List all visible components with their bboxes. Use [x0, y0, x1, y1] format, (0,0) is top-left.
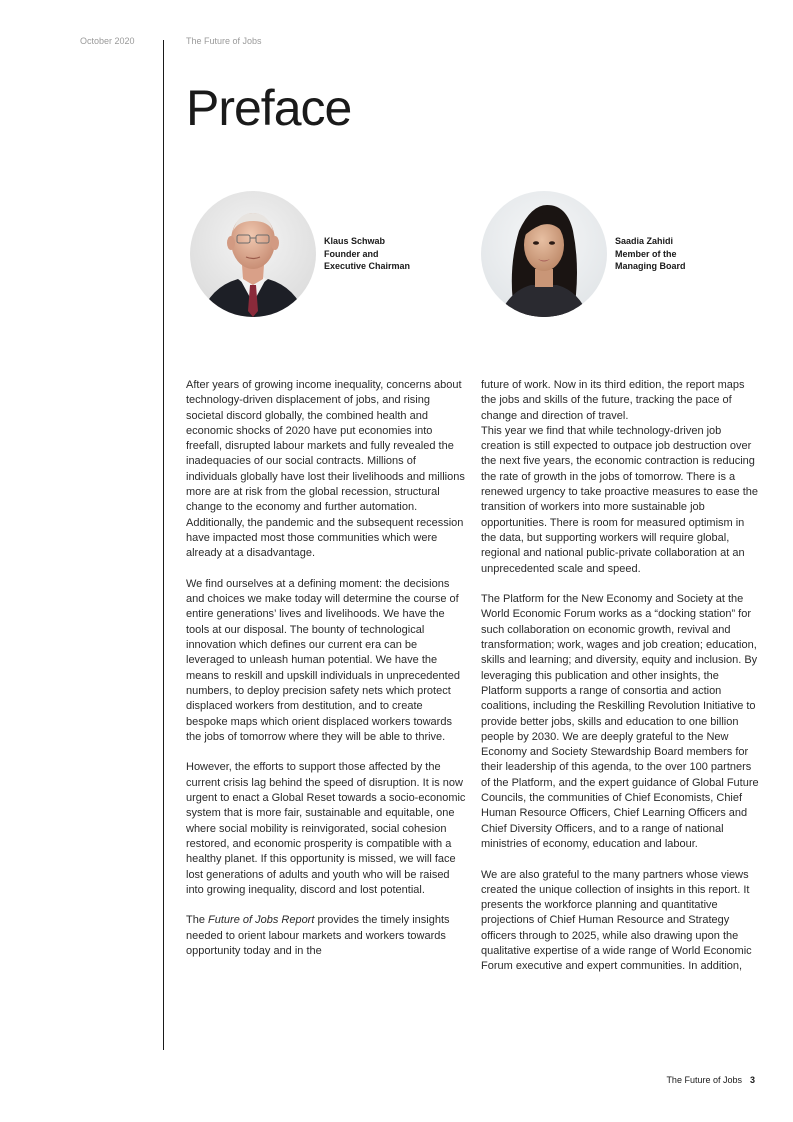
page-number: 3	[749, 1075, 755, 1085]
paragraph: However, the efforts to support those affected by the current crisis lag behind the speed of disruption. It is now urgent to enact a Global Reset towards a socio-economic system that is more fair, sustainable and equitable, one where social mobility is reinvigorated, social cohesion restored, and economic prosperity is compatible with a healthy planet. If this opportunity is missed, we will face lost generations of adults and youth who will be raised into growing inequality, discord and lost potential.	[186, 761, 466, 896]
person-role-line2: Managing Board	[615, 261, 686, 272]
text-fragment: provides the timely insights needed to orient labour markets and workers towards opportunity today and in the	[186, 914, 450, 957]
person-role-line2: Executive Chairman	[324, 261, 411, 272]
person-role-line1: Founder and	[324, 248, 379, 259]
report-title-italic: Future of Jobs Report	[208, 914, 315, 927]
paragraph: We find ourselves at a defining moment: the decisions and choices we make today will determine the course of entire generations’ lives and livelihoods. We have the tools at our disposal. The bounty of technological innovation which defines our current era can be leveraged to unleash human potential. We have the means to reskill and upskill individuals in unprecedented numbers, to deploy precision safety nets which protect displaced workers from destitution, and to create bespoke maps which orient displaced workers towards the jobs of tomorrow where they will be able to thrive.	[186, 577, 460, 743]
person-name: Klaus Schwab	[324, 236, 386, 246]
paragraph-continued: future of work. Now in its third edition, the report maps the jobs and skills of the future, tracking the pace of change and direction of travel.	[481, 379, 745, 422]
vertical-divider	[163, 40, 164, 1050]
portrait-photo-saadia-zahidi	[481, 191, 607, 317]
portrait-photo-klaus-schwab	[190, 191, 316, 317]
page-title: Preface	[186, 80, 352, 136]
header-report-title: The Future of Jobs	[186, 36, 262, 46]
paragraph: We are also grateful to the many partners whose views created the unique collection of insights in this report. It presents the workforce planning and quantitative projections of Chief Human Resource and Strategy officers through to 2025, while also drawing upon the qualitative expertise of a wide range of World Economic Forum executive and expert communities. In addition,	[481, 868, 752, 973]
person-role-line1: Member of the	[615, 248, 677, 259]
header-date: October 2020	[80, 36, 135, 46]
body-column-right	[481, 378, 761, 975]
text-fragment: The	[186, 914, 209, 927]
paragraph-report-intro	[186, 913, 466, 959]
person-name: Saadia Zahidi	[615, 236, 674, 246]
caption-klaus-schwab	[324, 235, 444, 273]
paragraph: After years of growing income inequality, concerns about technology-driven displacement of jobs, and rising societal discord globally, the combined health and economic shocks of 2020 have put economies into freefall, disrupted labour markets and fully revealed the inadequacies of our social contracts. Millions of individuals globally have lost their livelihoods and millions more are at risk from the global recession, structural change to the economy and further automation. Additionally, the pandemic and the subsequent recession have impacted most those communities which were already at a disadvantage.	[186, 379, 465, 560]
body-column-left	[186, 378, 466, 959]
footer-report-title: The Future of Jobs	[666, 1075, 742, 1085]
page-footer	[666, 1075, 755, 1085]
caption-saadia-zahidi	[615, 235, 735, 273]
paragraph: The Platform for the New Economy and Society at the World Economic Forum works as a “docking station” for such collaboration on economic growth, revival and transformation; work, wages and job creation; education, skills and learning; and diversity, equity and inclusion. By leveraging this publication and other insights, the Platform supports a range of consortia and action coalitions, including the Reskilling Revolution Initiative to provide better jobs, skills and education to one billion people by 2030. We are deeply grateful to the New Economy and Society Stewardship Board members for their leadership of this agenda, to the over 100 partners of the Platform, and the expert guidance of Global Future Councils, the communities of Chief Economists, Chief Human Resource Officers, Chief Learning Officers and Chief Diversity Officers, and to a range of national ministries of economy, education and labour.	[481, 593, 759, 850]
paragraph: This year we find that while technology-driven job creation is still expected to outpace job destruction over the next five years, the economic contraction is reducing the rate of growth in the jobs of tomorrow. There is a renewed urgency to take proactive measures to ease the transition of workers into more sustainable job opportunities. There is room for measured optimism in the data, but supporting workers will require global, regional and national public-private collaboration at an unprecedented scale and speed.	[481, 424, 758, 575]
